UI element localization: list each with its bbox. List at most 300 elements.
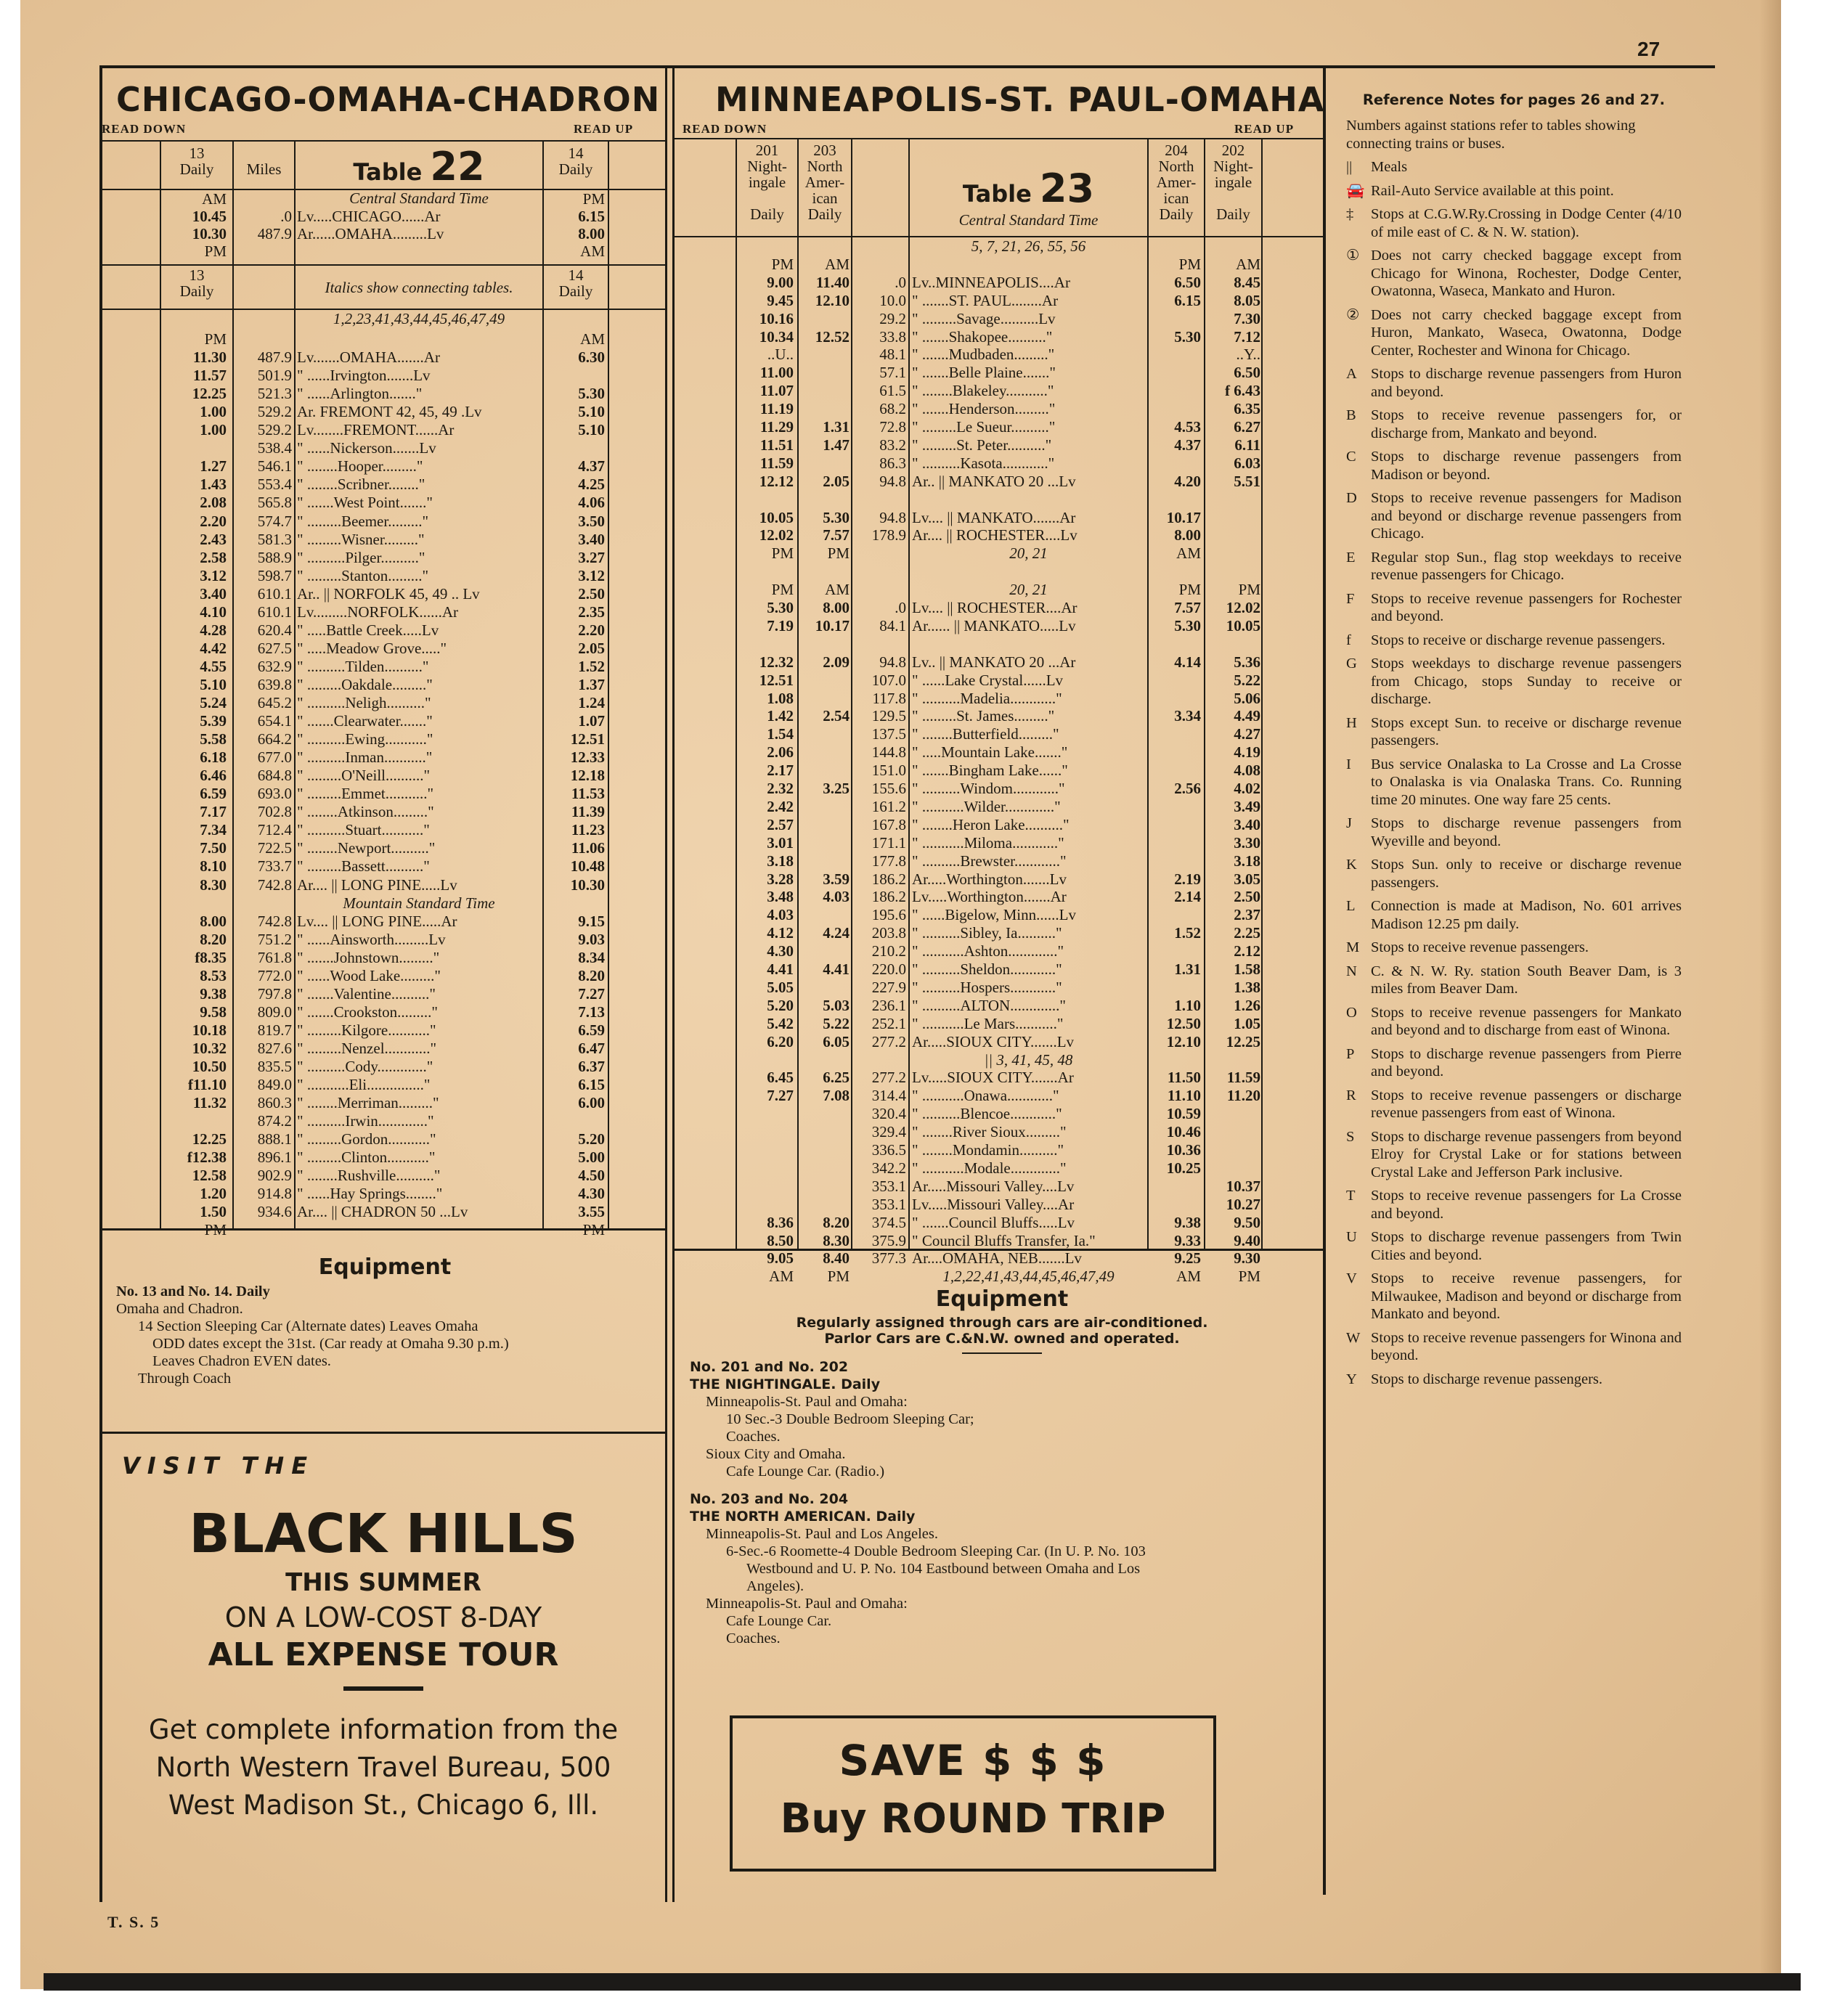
station: " ..........Brewster............": [912, 852, 1067, 870]
miles: 374.5: [871, 1213, 906, 1231]
station: " .......Mudbaden.........": [912, 346, 1055, 364]
station: " ........Rushville..........": [297, 1167, 441, 1185]
schedule-row: [674, 1015, 1324, 1033]
miles: 353.1: [871, 1195, 906, 1213]
schedule-row: [674, 798, 1324, 816]
train-13-time: AM: [202, 190, 227, 208]
train-14-time: 6.59: [578, 1021, 605, 1039]
equipment-aircon: Regularly assigned through cars are air-conditioned.: [796, 1315, 1208, 1331]
reference-note: [1346, 590, 1682, 626]
train-202-time: 9.30: [1234, 1249, 1260, 1268]
miles: 220.0: [871, 960, 906, 978]
miles: 888.1: [257, 1130, 292, 1148]
train-14-time: 3.55: [578, 1203, 605, 1221]
station: " ........Scribner........": [297, 476, 425, 494]
schedule-row: [99, 1130, 666, 1148]
train-203-time: 10.17: [815, 616, 850, 634]
schedule-row: [674, 762, 1324, 780]
miles: 574.7: [257, 512, 292, 530]
train-202-time: AM: [1236, 255, 1260, 273]
station: Lv.....SIOUX CITY.......Ar: [912, 1069, 1074, 1087]
miles: 177.8: [871, 852, 906, 870]
station: " .....Meadow Grove.....": [297, 639, 447, 657]
train-204-time: 11.50: [1167, 1069, 1201, 1087]
miles: 94.8: [879, 472, 906, 490]
train-13-time: 12.25: [192, 1130, 227, 1148]
equipment-lines: [690, 1358, 1314, 1647]
note-key: H: [1346, 714, 1357, 731]
equipment-line: No. 203 and No. 204: [690, 1491, 849, 1507]
miles: 772.0: [257, 966, 292, 984]
reference-note: [1346, 756, 1682, 809]
connections-note: 1,2,22,41,43,44,45,46,47,49: [942, 1268, 1115, 1286]
train-13-time: 10.32: [192, 1039, 227, 1057]
train-14-time: 6.30: [578, 348, 605, 367]
train-201-time: 2.57: [767, 815, 794, 833]
schedule-row: [99, 549, 666, 567]
station: Lv.....Missouri Valley....Ar: [912, 1195, 1075, 1213]
station: " ..........Neligh..........": [297, 694, 431, 711]
train-201-time: 4.03: [767, 906, 794, 924]
train-204-time: AM: [1176, 544, 1201, 563]
train-201-time: 11.00: [759, 364, 794, 382]
miles: 581.3: [257, 530, 292, 548]
equipment-rule: [962, 1352, 1042, 1354]
station: Ar.... || LONG PINE.....Lv: [297, 876, 457, 894]
schedule-row: [674, 1051, 1324, 1069]
train-14-time: 2.50: [578, 584, 605, 603]
schedule-row: [674, 906, 1324, 924]
station: " .......Council Bluffs.....Lv: [912, 1213, 1075, 1231]
note-text: Stops to discharge revenue passengers from Wyeville and beyond.: [1371, 815, 1682, 849]
train-14-time: 8.00: [578, 225, 605, 242]
schedule-row: [99, 330, 666, 348]
schedule-row: [674, 563, 1324, 581]
reference-note: [1346, 247, 1682, 301]
note-key: O: [1346, 1004, 1357, 1021]
train-202-time: 9.40: [1234, 1231, 1260, 1249]
train-201-time: 3.18: [767, 852, 794, 870]
timezone: Central Standard Time: [958, 211, 1099, 229]
train-201-time: 9.05: [767, 1249, 794, 1268]
connections-note: || 3, 41, 45, 48: [984, 1050, 1073, 1069]
schedule-row: [99, 1112, 666, 1130]
equipment-line: Coaches.: [726, 1631, 781, 1646]
left-read-up: READ UP: [574, 122, 634, 136]
train-14-time: PM: [582, 1221, 605, 1239]
schedule-row: [674, 1214, 1324, 1232]
train-14-time: 5.10: [578, 421, 605, 439]
mid-read-down: READ DOWN: [683, 122, 767, 136]
schedule-row: [99, 567, 666, 585]
note-text: Regular stop Sun., flag stop weekdays to receive revenue passengers for Chicago.: [1371, 549, 1682, 583]
station: " ......Hay Springs........": [297, 1185, 443, 1203]
train-202-header: 202 Night- ingale Daily: [1213, 142, 1253, 223]
station: Ar....OMAHA, NEB.......Lv: [912, 1249, 1082, 1268]
train-202-time: 2.25: [1234, 924, 1260, 942]
train-14-time: 2.35: [578, 603, 605, 621]
train-13-time: 4.42: [200, 639, 227, 657]
miles: 610.1: [257, 584, 292, 603]
note-key: S: [1346, 1128, 1355, 1145]
schedule-row: [674, 653, 1324, 672]
station: " ..........Windom............": [912, 780, 1065, 797]
station: " ........Newport..........": [297, 839, 436, 857]
station: " .....Battle Creek.....Lv: [297, 621, 439, 639]
train-13-time: PM: [204, 242, 227, 260]
station: " ..........Ewing...........": [297, 730, 433, 748]
train-14-time: 3.27: [578, 548, 605, 566]
train-14-header: 14 Daily: [558, 144, 593, 178]
note-text: Stops weekdays to discharge revenue passengers from Chicago, stops Sunday to receive or discharge.: [1371, 656, 1682, 707]
schedule-row: [674, 834, 1324, 852]
train-204-time: 4.14: [1174, 653, 1201, 671]
station: " ...........Ashton.............": [912, 942, 1064, 960]
miles: 702.8: [257, 803, 292, 821]
station: " ......Lake Crystal......Lv: [912, 671, 1064, 689]
reference-note: [1346, 1128, 1682, 1182]
miles: 553.4: [257, 476, 292, 494]
station: " ......Arlington.......": [297, 385, 423, 403]
equipment-line: Through Coach: [138, 1371, 232, 1387]
note-text: Stops to receive revenue passengers, for Milwaukee, Madison and beyond or discharge from Mankato and beyond.: [1371, 1270, 1682, 1322]
station: " ...........Eli...............": [297, 1076, 431, 1094]
note-key: W: [1346, 1329, 1361, 1346]
train-13-time: 5.10: [200, 675, 227, 693]
train-14-time: 5.10: [578, 403, 605, 421]
schedule-row: [674, 274, 1324, 292]
schedule-row: [674, 672, 1324, 690]
station: " .........Clinton...........": [297, 1148, 436, 1167]
train-202-time: 12.25: [1226, 1032, 1260, 1050]
miles: 94.8: [879, 653, 906, 671]
train-202-time: ..Y..: [1236, 346, 1260, 364]
train-202-time: 6.35: [1234, 400, 1260, 418]
station: Lv.....Worthington.......Ar: [912, 888, 1067, 906]
train-13-time: 7.17: [200, 803, 227, 821]
reference-note: [1346, 158, 1682, 176]
station: " ..........Sibley, Ia..........": [912, 924, 1062, 942]
train-13-time: 1.50: [200, 1203, 227, 1221]
schedule-row: [674, 852, 1324, 870]
station: " .........Stanton.........": [297, 566, 429, 584]
train-201-time: 3.28: [767, 870, 794, 888]
train-14-header-2: 14 Daily: [558, 266, 593, 300]
note-key: f: [1346, 632, 1351, 648]
schedule-row: [99, 967, 666, 985]
schedule-row: [99, 1040, 666, 1058]
train-13-time: 2.43: [200, 530, 227, 548]
train-13-time: 1.27: [200, 457, 227, 476]
station: " ..........Inman...........": [297, 748, 433, 767]
equipment-line: No. 201 and No. 202: [690, 1359, 849, 1375]
station: " ......Wood Lake.........": [297, 966, 441, 984]
train-204-time: 6.15: [1174, 291, 1201, 309]
note-key: B: [1346, 407, 1356, 423]
miles: 33.8: [879, 327, 906, 346]
train-14-time: 5.20: [578, 1130, 605, 1148]
miles: 144.8: [871, 743, 906, 762]
schedule-row: [99, 985, 666, 1003]
reference-note: [1346, 365, 1682, 401]
schedule-row: [99, 494, 666, 512]
miles: 722.5: [257, 839, 292, 857]
miles: .0: [895, 599, 906, 616]
train-202-time: PM: [1238, 1268, 1260, 1286]
train-204-time: 1.52: [1174, 924, 1201, 942]
station: " ........Butterfield.........": [912, 725, 1059, 743]
miles: 546.1: [257, 457, 292, 476]
miles: 849.0: [257, 1076, 292, 1094]
schedule-row: [99, 1094, 666, 1112]
train-201-time: AM: [769, 1268, 794, 1286]
train-202-time: 8.45: [1234, 273, 1260, 291]
schedule-row: [674, 364, 1324, 382]
miles: 375.9: [871, 1231, 906, 1249]
station: " .......Shakopee..........": [912, 327, 1053, 346]
schedule-row: [674, 544, 1324, 563]
train-203-time: 2.09: [823, 653, 850, 671]
ad-rule: [343, 1686, 423, 1691]
train-202-time: f 6.43: [1225, 382, 1260, 400]
reference-note: [1346, 1228, 1682, 1264]
station: " ........Mondamin..........": [912, 1141, 1064, 1159]
train-13-time: 8.30: [200, 876, 227, 894]
train-13-time: 8.00: [200, 912, 227, 930]
note-text: Stops at C.G.W.Ry.Crossing in Dodge Center (4/10 of mile east of C. & N. W. station).: [1371, 206, 1682, 240]
train-203-time: 4.03: [823, 888, 850, 906]
miles: 94.8: [879, 508, 906, 526]
train-201-time: 12.32: [759, 653, 794, 671]
miles: 529.2: [257, 403, 292, 421]
train-14-time: 10.48: [570, 857, 605, 876]
miles-header: Miles: [246, 160, 282, 178]
train-201-time: 4.12: [767, 924, 794, 942]
train-13-time: 1.43: [200, 476, 227, 494]
equipment-line: No. 13 and No. 14. Daily: [116, 1284, 270, 1299]
train-203-time: 7.57: [823, 526, 850, 544]
train-13-time: PM: [204, 330, 227, 348]
train-203-time: 11.40: [815, 273, 850, 291]
miles: 797.8: [257, 984, 292, 1003]
train-202-time: 1.05: [1234, 1014, 1260, 1032]
train-13-time: 9.58: [200, 1003, 227, 1021]
station: " .........Oakdale.........": [297, 675, 433, 693]
schedule-row: [99, 457, 666, 476]
equipment-line: Minneapolis-St. Paul and Los Angeles.: [706, 1526, 939, 1542]
ad-visit: VISIT THE: [122, 1452, 315, 1480]
miles: 195.6: [871, 906, 906, 924]
note-key: ‡: [1346, 206, 1354, 222]
station: Lv.....CHICAGO......Ar: [297, 208, 441, 225]
note-text: Stops to discharge revenue passengers from Huron and beyond.: [1371, 366, 1682, 400]
station: " ......Bigelow, Minn......Lv: [912, 906, 1076, 924]
station: Lv.........NORFOLK......Ar: [297, 603, 459, 621]
train-14-time: 1.07: [578, 712, 605, 730]
schedule-row: [674, 400, 1324, 418]
station: " .........Beemer.........": [297, 512, 429, 530]
reference-note: [1346, 632, 1682, 650]
train-201-time: 6.20: [767, 1032, 794, 1050]
schedule-row: [674, 816, 1324, 834]
train-203-time: 12.52: [815, 327, 850, 346]
train-202-time: 4.02: [1234, 780, 1260, 797]
note-text: Stops to receive or discharge revenue passengers.: [1371, 632, 1666, 648]
schedule-row: [99, 621, 666, 640]
miles: 598.7: [257, 566, 292, 584]
schedule-row: [99, 694, 666, 712]
train-204-time: 10.25: [1166, 1159, 1201, 1177]
reference-note: [1346, 1045, 1682, 1081]
train-201-time: 4.30: [767, 942, 794, 960]
train-13-time: 12.25: [192, 385, 227, 403]
schedule-row: [99, 1221, 666, 1239]
reference-note: [1346, 939, 1682, 957]
ad-headline: BLACK HILLS: [189, 1503, 578, 1565]
train-202-time: 8.05: [1234, 291, 1260, 309]
miles: 277.2: [871, 1069, 906, 1087]
miles: 934.6: [257, 1203, 292, 1221]
train-204-time: 10.46: [1166, 1123, 1201, 1141]
train-201-time: PM: [771, 544, 794, 563]
train-202-time: 6.11: [1234, 436, 1260, 454]
train-201-time: 1.42: [767, 707, 794, 725]
train-204-time: 9.38: [1174, 1213, 1201, 1231]
station: " .......Bingham Lake......": [912, 762, 1068, 780]
train-13-time: 8.53: [200, 966, 227, 984]
station: " ..........Kasota............": [912, 454, 1055, 472]
station: " ........Heron Lake..........": [912, 815, 1070, 833]
schedule-row: [674, 780, 1324, 798]
train-203-time: PM: [827, 544, 850, 563]
miles: 742.8: [257, 912, 292, 930]
miles: 277.2: [871, 1032, 906, 1050]
train-14-time: 8.34: [578, 948, 605, 966]
reference-note: [1346, 448, 1682, 483]
train-13-time: 4.28: [200, 621, 227, 639]
reference-note: [1346, 1270, 1682, 1323]
schedule-row: [674, 509, 1324, 527]
reference-note: [1346, 815, 1682, 850]
train-201-time: 11.29: [759, 418, 794, 436]
equipment-line: Westbound and U. P. No. 104 Eastbound between Omaha and Los: [746, 1561, 1141, 1577]
train-201-time: 11.51: [759, 436, 794, 454]
left-equipment-bottom: [99, 1432, 666, 1434]
train-14-time: 1.52: [578, 657, 605, 675]
train-201-time: 5.05: [767, 978, 794, 996]
train-201-time: 10.34: [759, 327, 794, 346]
miles: 68.2: [879, 400, 906, 418]
train-201-time: 11.59: [759, 454, 794, 472]
schedule-row: [674, 1087, 1324, 1105]
equipment-line: Minneapolis-St. Paul and Omaha:: [706, 1596, 908, 1612]
schedule-row: [674, 743, 1324, 762]
ad-summer: THIS SUMMER: [285, 1568, 481, 1597]
reference-note: [1346, 897, 1682, 933]
schedule-row: [674, 328, 1324, 346]
train-202-time: 1.58: [1234, 960, 1260, 978]
train-14-time: 4.25: [578, 476, 605, 494]
note-key: R: [1346, 1087, 1356, 1103]
train-204-time: 12.50: [1166, 1014, 1201, 1032]
train-204-time: 4.53: [1174, 418, 1201, 436]
train-202-time: 6.03: [1234, 454, 1260, 472]
schedule-row: [674, 1249, 1324, 1268]
station: " ........Atkinson.........": [297, 803, 434, 821]
train-203-time: 1.47: [823, 436, 850, 454]
train-202-time: 11.20: [1226, 1087, 1260, 1105]
train-14-time: 6.15: [578, 208, 605, 225]
train-202-time: 3.18: [1234, 852, 1260, 870]
miles: 809.0: [257, 1003, 292, 1021]
train-203-time: 2.54: [823, 707, 850, 725]
station: " .......ST. PAUL........Ar: [912, 291, 1059, 309]
train-13-time: 10.30: [192, 225, 227, 242]
top-border: [99, 65, 1715, 68]
miles: 860.3: [257, 1094, 292, 1112]
note-text: Stops except Sun. to receive or discharge revenue passengers.: [1371, 714, 1682, 748]
station: " .........Kilgore...........": [297, 1021, 436, 1039]
train-13-time: f8.35: [195, 948, 227, 966]
schedule-row: [99, 658, 666, 676]
schedule-row: [99, 640, 666, 658]
connections-note: 20, 21: [1009, 581, 1048, 599]
train-13-time: 11.57: [192, 367, 227, 385]
equipment-line: [690, 1480, 1314, 1490]
station: " ...........Miloma............": [912, 833, 1064, 852]
miles: 733.7: [257, 857, 292, 876]
miles: 632.9: [257, 657, 292, 675]
schedule-row: [99, 913, 666, 931]
station: Lv.. || MANKATO 20 ...Ar: [912, 653, 1076, 671]
station: " .......Belle Plaine.......": [912, 364, 1056, 382]
miles: 529.2: [257, 421, 292, 439]
train-14-time: 10.30: [570, 876, 605, 894]
miles: 565.8: [257, 494, 292, 512]
train-14-time: 3.40: [578, 530, 605, 548]
train-201-time: 9.45: [767, 291, 794, 309]
station: " Council Bluffs Transfer, Ia.": [912, 1231, 1096, 1249]
train-202-time: PM: [1238, 581, 1260, 599]
schedule-row: [99, 676, 666, 694]
schedule-row: [674, 1033, 1324, 1051]
train-201-time: 1.08: [767, 689, 794, 707]
station: " ..........Sheldon............": [912, 960, 1062, 978]
miles: 654.1: [257, 712, 292, 730]
train-204-time: 4.20: [1174, 472, 1201, 490]
station: Ar.....Missouri Valley....Lv: [912, 1177, 1075, 1195]
miles: 61.5: [879, 382, 906, 400]
miles: 329.4: [871, 1123, 906, 1141]
notes-list: [1346, 158, 1682, 1388]
station: " .......Johnstown.........": [297, 948, 440, 966]
schedule-row: [99, 476, 666, 494]
equipment-line: 14 Section Sleeping Car (Alternate dates) Leaves Omaha: [138, 1318, 478, 1334]
train-204-time: PM: [1178, 581, 1201, 599]
reference-note: [1346, 714, 1682, 750]
miles: 48.1: [879, 346, 906, 364]
station: Lv..MINNEAPOLIS....Ar: [912, 273, 1070, 291]
miles: 236.1: [871, 996, 906, 1014]
note-key: ||: [1346, 159, 1353, 175]
station: " ......Nickerson.......Lv: [297, 439, 436, 457]
station: Lv........FREMONT......Ar: [297, 421, 455, 439]
train-203-time: AM: [825, 255, 850, 273]
note-text: Stops to receive revenue passengers for Mankato and beyond and to discharge from east of Winona.: [1371, 1004, 1682, 1038]
station: Ar.... || ROCHESTER....Lv: [912, 526, 1077, 544]
train-204-time: AM: [1176, 1268, 1201, 1286]
train-13-header: 13 Daily: [179, 144, 214, 178]
